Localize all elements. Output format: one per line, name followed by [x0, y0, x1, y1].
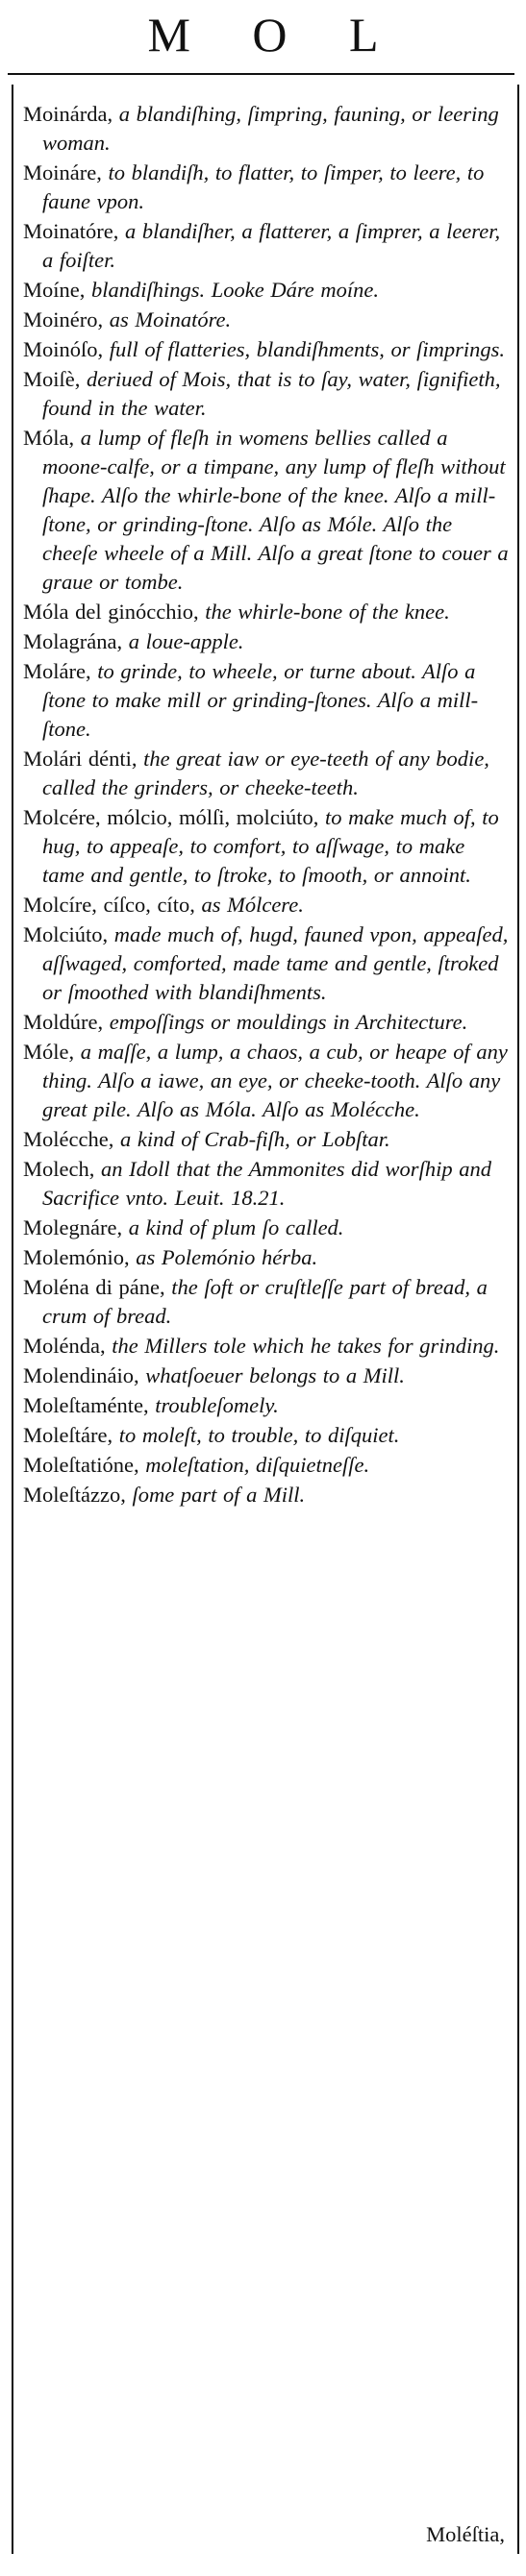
entry-headword: Moíne, — [23, 278, 86, 302]
dictionary-entry — [23, 217, 512, 275]
entry-definition: the great iaw or eye-teeth of any bodie, called the grinders, or cheeke-teeth. — [42, 747, 489, 799]
entry-definition: as Polemónio hérba. — [136, 1245, 318, 1269]
entry-headword: Moleſtázzo, — [23, 1483, 126, 1507]
dictionary-entry — [23, 1273, 512, 1331]
dictionary-entry — [23, 1362, 512, 1390]
dictionary-entry — [23, 335, 512, 364]
entry-definition: deriued of Mois, that is to ſay, water, ſignifieth, found in the water. — [42, 367, 501, 420]
entry-definition: an Idoll that the Ammonites did worſhip and Sacrifice vnto. Leuit. 18.21. — [42, 1157, 491, 1210]
entry-definition: to make much of, to hug, to appeaſe, to comfort, to aſſwage, to make tame and gentle, to ſtroke, to ſmooth, or annoint. — [42, 805, 499, 887]
dictionary-entry — [23, 891, 512, 920]
entry-headword: Molendináio, — [23, 1363, 139, 1387]
dictionary-entry — [23, 306, 512, 334]
entry-headword: Moleſtatióne, — [23, 1453, 139, 1477]
entry-headword: Molcíre, cíſco, cíto, — [23, 893, 195, 917]
entry-definition: a kind of plum ſo called. — [128, 1215, 344, 1239]
dictionary-entry — [23, 1391, 512, 1420]
entry-definition: made much of, hugd, fauned vpon, appeaſed, aſſwaged, comforted, made tame and gentle, ſtroked or ſmoothed with blandiſhments. — [42, 922, 509, 1004]
dictionary-entry — [23, 1155, 512, 1213]
running-header — [0, 6, 526, 73]
entry-headword: Moináre, — [23, 160, 102, 184]
entry-definition: the whirle-bone of the knee. — [205, 600, 450, 624]
dictionary-entry — [23, 159, 512, 216]
entry-headword: Moinárda, — [23, 102, 113, 126]
dictionary-entry — [23, 1008, 512, 1037]
entry-headword: Molegnáre, — [23, 1215, 123, 1239]
dictionary-entry — [23, 657, 512, 744]
entry-definition: whatſoeuer belongs to a Mill. — [145, 1363, 405, 1387]
entry-definition: the Millers tole which he takes for grinding. — [112, 1334, 500, 1358]
dictionary-entry — [23, 100, 512, 158]
dictionary-entry — [23, 1421, 512, 1450]
entry-headword: Molagrána, — [23, 629, 123, 653]
entry-headword: Moldúre, — [23, 1010, 104, 1034]
entry-headword: Molári dénti, — [23, 747, 138, 771]
dictionary-entry — [23, 1243, 512, 1272]
entry-definition: to blandiſh, to flatter, to ſimper, to leere, to faune vpon. — [42, 160, 485, 213]
entry-definition: a loue-apple. — [128, 629, 244, 653]
entry-definition: troubleſomely. — [155, 1393, 279, 1417]
entry-headword: Molcére, mólcio, mólſi, molciúto, — [23, 805, 319, 829]
entry-definition: as Mólcere. — [201, 893, 304, 917]
entry-definition: moleſtation, diſquietneſſe. — [145, 1453, 370, 1477]
entry-headword: Molciúto, — [23, 922, 109, 946]
dictionary-entry — [23, 276, 512, 305]
entry-definition: a maſſe, a lump, a chaos, a cub, or heape of any thing. Alſo a iawe, an eye, or cheeke-tooth. Alſo any great pile. Alſo as Móla. Alſo as Molécche. — [42, 1040, 508, 1121]
entry-headword: Molemónio, — [23, 1245, 130, 1269]
dictionary-entry — [23, 803, 512, 890]
dictionary-entry — [23, 1481, 512, 1509]
entry-headword: Molécche, — [23, 1127, 114, 1151]
dictionary-entry — [23, 920, 512, 1007]
dictionary-entry — [23, 1125, 512, 1154]
entry-definition: a blandiſhing, ſimpring, fauning, or leering woman. — [42, 102, 499, 155]
dictionary-entry — [23, 1451, 512, 1480]
dictionary-entry — [23, 627, 512, 656]
dictionary-entry — [23, 424, 512, 597]
dictionary-entry — [23, 1214, 512, 1242]
dictionary-entry — [23, 1332, 512, 1361]
entry-headword: Moleſtáre, — [23, 1423, 113, 1447]
entry-headword: Moléndа, — [23, 1334, 106, 1358]
entry-definition: blandiſhings. Looke Dáre moíne. — [91, 278, 380, 302]
entry-definition: full of flatteries, blandiſhments, or ſimprings. — [109, 337, 506, 361]
dictionary-entry — [23, 598, 512, 626]
entry-definition: a lump of fleſh in womens bellies called a moone-calfe, or a timpane, any lump of fleſh without ſhape. Alſo the whirle-bone of the knee. Alſo a mill-ſtone, or grinding-ſtone. Alſo as Móle. Alſo the cheeſe wheele of a Mill. Alſo a great ſtone to couer a graue or tombe. — [42, 426, 509, 594]
dictionary-entry — [23, 365, 512, 423]
entry-list — [23, 100, 512, 1510]
entry-definition: the ſoft or cruſtleſſe part of bread, a crum of bread. — [42, 1275, 488, 1328]
entry-headword: Moinóſo, — [23, 337, 104, 361]
entry-headword: Moláre, — [23, 659, 91, 683]
entry-definition: a kind of Crab-fiſh, or Lobſtar. — [119, 1127, 390, 1151]
entry-headword: Molech, — [23, 1157, 95, 1181]
dictionary-entry — [23, 745, 512, 802]
entry-headword: Móla, — [23, 426, 75, 450]
entry-headword: Moleſtaménte, — [23, 1393, 149, 1417]
catchword: Moléſtia, — [426, 2522, 505, 2546]
entry-definition: as Moinatóre. — [109, 307, 232, 331]
entry-definition: ſome part of a Mill. — [132, 1483, 306, 1507]
page-title: M O L — [147, 8, 404, 61]
entry-headword: Moinatóre, — [23, 219, 119, 243]
entry-headword: Móla del ginócchio, — [23, 600, 199, 624]
dictionary-entry — [23, 1038, 512, 1124]
entry-headword: Moléna di páne, — [23, 1275, 165, 1299]
entry-definition: a blandiſher, a flatterer, a ſimprer, a leerer, a foiſter. — [42, 219, 501, 272]
header-rule — [8, 73, 514, 75]
entry-definition: to moleſt, to trouble, to diſquiet. — [118, 1423, 400, 1447]
entry-headword: Moinéro, — [23, 307, 104, 331]
entry-headword: Moiſè, — [23, 367, 81, 391]
entry-definition: empoſſings or mouldings in Architecture. — [109, 1010, 468, 1034]
entry-headword: Móle, — [23, 1040, 75, 1064]
entry-definition: to grinde, to wheele, or turne about. Alſo a ſtone to make mill or grinding-ſtones. Alſo a mill-ſtone. — [42, 659, 479, 741]
